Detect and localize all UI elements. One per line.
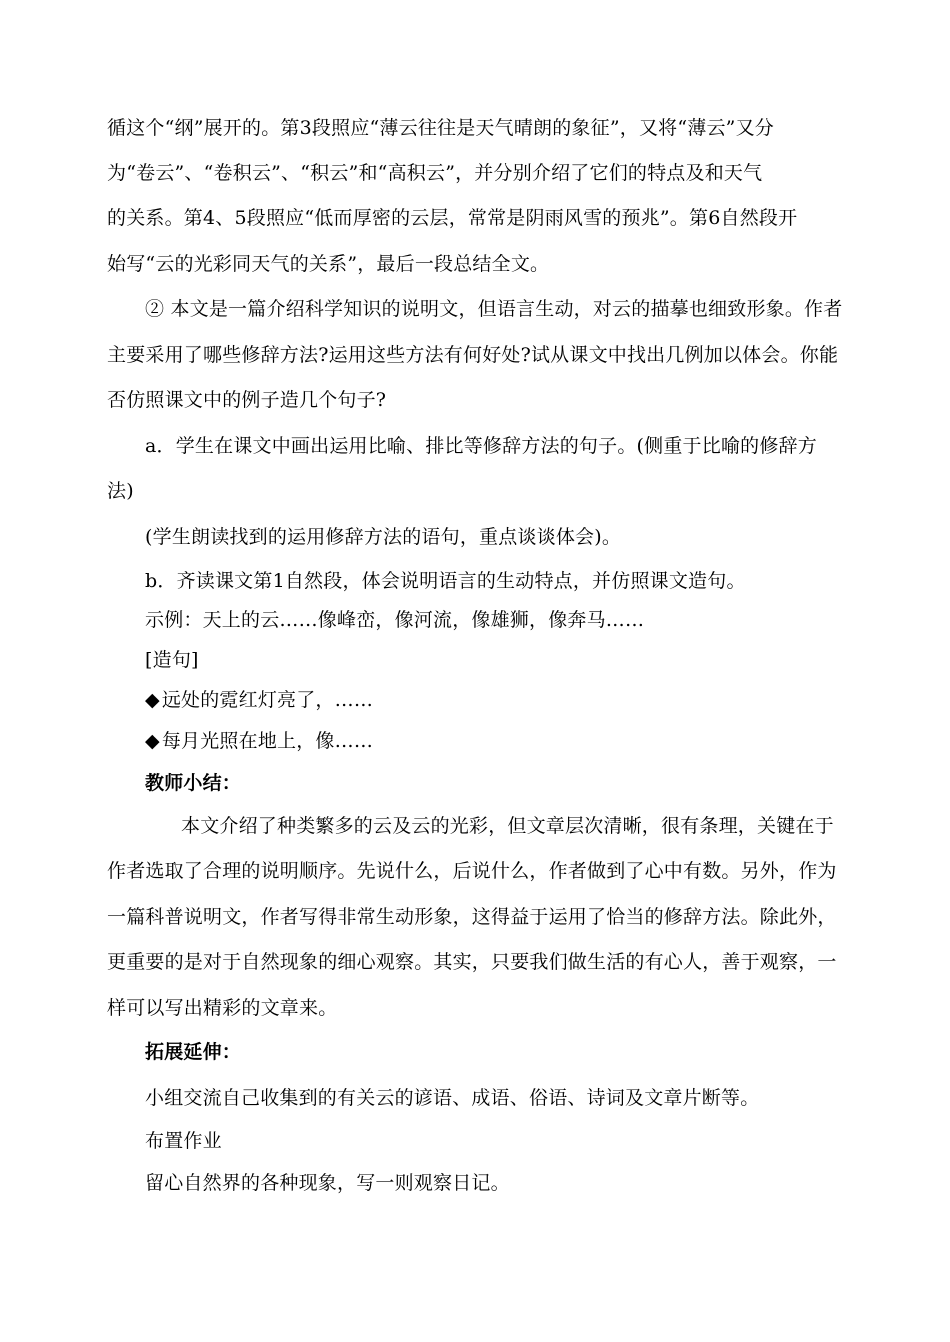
zaoju-label: [造句]: [145, 649, 199, 671]
bullet-item: [145, 688, 373, 712]
text-line: 一篇科普说明文，作者写得非常生动形象，这得益于运用了恰当的修辞方法。除此外，: [107, 906, 837, 928]
text-line: 样可以写出精彩的文章来。: [107, 997, 338, 1019]
text-line: 的关系。第4、5段照应“低而厚密的云层，常常是阴雨风雪的预兆”。第6自然段开: [107, 207, 798, 229]
diamond-bullet-icon: ◆: [145, 689, 160, 711]
text-line: 为“卷云”、“卷积云”、“积云”和“高积云”，并分别介绍了它们的特点及和天气: [107, 162, 763, 184]
text-line: 法): [107, 480, 134, 502]
text-line: 主要采用了哪些修辞方法?运用这些方法有何好处?试从课文中找出几例加以体会。你能: [107, 344, 839, 366]
text-line: 循这个“纲”展开的。第3段照应“薄云往往是天气晴朗的象征”，又将“薄云”又分: [107, 117, 774, 139]
homework-heading: 布置作业: [145, 1130, 222, 1152]
text-line: 作者选取了合理的说明顺序。先说什么，后说什么，作者做到了心中有数。另外，作为: [107, 860, 837, 882]
summary-heading: 教师小结：: [145, 772, 242, 794]
text-line: ② 本文是一篇介绍科学知识的说明文，但语言生动，对云的描摹也细致形象。作者: [145, 298, 843, 320]
text-line: 更重要的是对于自然现象的细心观察。其实，只要我们做生活的有心人，善于观察，一: [107, 951, 837, 973]
extend-heading: 拓展延伸：: [145, 1041, 242, 1063]
bullet-text: 每月光照在地上，像……: [161, 730, 374, 752]
text-line: a．学生在课文中画出运用比喻、排比等修辞方法的句子。(侧重于比喻的修辞方: [145, 435, 817, 457]
example-line: 示例：天上的云……像峰峦，像河流，像雄狮，像奔马……: [145, 609, 645, 631]
diamond-bullet-icon: ◆: [145, 730, 160, 752]
bullet-item: [145, 729, 373, 753]
bullet-text: 远处的霓红灯亮了，……: [161, 689, 374, 711]
extend-text: 小组交流自己收集到的有关云的谚语、成语、俗语、诗词及文章片断等。: [145, 1087, 760, 1109]
text-line: 本文介绍了种类繁多的云及云的光彩，但文章层次清晰，很有条理，关键在于: [181, 815, 834, 837]
text-line: (学生朗读找到的运用修辞方法的语句，重点谈谈体会)。: [145, 526, 622, 548]
homework-text: 留心自然界的各种现象，写一则观察日记。: [145, 1172, 510, 1194]
text-line: b．齐读课文第1自然段，体会说明语言的生动特点，并仿照课文造句。: [145, 570, 746, 592]
text-line: 始写“云的光彩同天气的关系”，最后一段总结全文。: [107, 253, 550, 275]
text-line: 否仿照课文中的例子造几个句子?: [107, 389, 387, 411]
